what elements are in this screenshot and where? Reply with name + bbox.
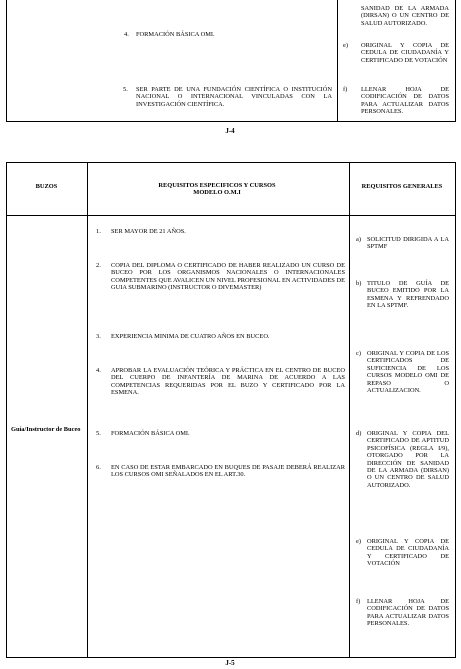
top-item-text-4: FORMACIÓN BÁSICA OMI. bbox=[136, 31, 215, 38]
gen-text-b: TITULO DE GUÍA DE BUCEO EMITIDO POR LA ESMENA Y REFRENDADO EN LA SPTMF. bbox=[367, 280, 449, 310]
top-general-letter-f: f) bbox=[343, 86, 348, 93]
spec-num-6: 6. bbox=[96, 464, 101, 471]
top-general-text-e: ORIGINAL Y COPIA DE CEDULA DE CIUDADANÍA Y CERTIFICADO DE VOTACIÓN bbox=[361, 42, 449, 64]
spec-text-1: SER MAYOR DE 21 AÑOS. bbox=[111, 228, 186, 235]
spec-num-5: 5. bbox=[96, 430, 101, 437]
top-general-text-f: LLENAR HOJA DE CODIFICACIÓN DE DATOS PARA ACTUALIZAR DATOS PERSONALES. bbox=[361, 86, 449, 116]
page-label-bottom: J-5 bbox=[225, 659, 235, 667]
gen-letter-b: b) bbox=[356, 280, 362, 287]
gen-text-e: ORIGINAL Y COPIA DE CEDULA DE CIUDADANÍA Y CERTIFICADO DE VOTACIÓN bbox=[367, 538, 449, 568]
header-requisitos-generales: REQUISITOS GENERALES bbox=[361, 183, 443, 190]
spec-text-3: EXPERIENCIA MINIMA DE CUATRO AÑOS EN BUCEO. bbox=[111, 333, 270, 340]
top-general-letter-e: e) bbox=[343, 42, 348, 49]
top-general-cont: SANIDAD DE LA ARMADA (DIRSAN) O UN CENTRO DE SALUD AUTORIZADO. bbox=[361, 5, 449, 27]
top-item-num-5: 5. bbox=[123, 86, 128, 93]
gen-text-d: ORIGINAL Y COPIA DEL CERTIFICADO DE APTITUD PSICOFÍSICA (REGLA I/9), OTORGADO POR LA DIRECCIÓN DE SANIDAD DE LA ARMADA (DIRSAN) O UN CENTRO DE SALUD AUTORIZADO. bbox=[367, 430, 449, 489]
spec-num-3: 3. bbox=[96, 333, 101, 340]
spec-num-2: 2. bbox=[96, 262, 101, 269]
spec-text-4: APROBAR LA EVALUACIÓN TEÓRICA Y PRÁCTICA EN EL CENTRO DE BUCEO DEL CUERPO DE INFANTERÍA DE MARINA DE ACUERDO A LAS COMPETENCIAS REQUERIDAS POR EL BUZO Y CERTIFICADO POR LA ESMENA. bbox=[111, 367, 345, 397]
gen-text-a: SOLICITUD DIRIGIDA A LA SPTMF bbox=[367, 236, 449, 251]
top-item-text-5: SER PARTE DE UNA FUNDACIÓN CIENTÍFICA O INSTITUCIÓN NACIONAL O INTERNACIONAL VINCULADAS CON LA INVESTIGACIÓN CIENTÍFICA. bbox=[136, 86, 332, 108]
top-item-num-4: 4. bbox=[124, 31, 129, 38]
page-label-top: J-4 bbox=[225, 127, 235, 135]
spec-text-6: EN CASO DE ESTAR EMBARCADO EN BUQUES DE PASAJE DEBERÁ REALIZAR LOS CURSOS OMI SEÑALADOS EN EL ART.30. bbox=[111, 464, 345, 479]
gen-letter-f: f) bbox=[356, 598, 361, 605]
gen-letter-d: d) bbox=[356, 430, 362, 437]
header-buzos: BUZOS bbox=[35, 183, 58, 190]
header-requisitos-especificos: REQUISITOS ESPECIFICOS Y CURSOS MODELO O.M.I bbox=[158, 182, 276, 197]
spec-num-4: 4. bbox=[96, 367, 101, 374]
gen-letter-e: e) bbox=[356, 538, 361, 545]
role-label: Guía/Instructor de Buceo bbox=[11, 426, 81, 433]
spec-text-5: FORMACIÓN BÁSICA OMI. bbox=[111, 430, 190, 437]
gen-letter-a: a) bbox=[356, 236, 361, 243]
gen-letter-c: c) bbox=[356, 350, 361, 357]
gen-text-c: ORIGINAL Y COPIA DE LOS CERTIFICADOS DE SUFICIENCIA DE LOS CURSOS MODELO OMI DE REPASO O ACTUALIZACION. bbox=[367, 350, 449, 395]
spec-num-1: 1. bbox=[96, 228, 101, 235]
spec-text-2: COPIA DEL DIPLOMA O CERTIFICADO DE HABER REALIZADO UN CURSO DE BUCEO POR LOS ORGANISMOS NACIONALES O INTERNACIONALES COMPETENTES QUE AVALICEN UN NIVEL PROFESIONAL EN ACTIVIDADES DE GUIA SUBMARINO (INSTRUCTOR O DIVEMASTER) bbox=[111, 262, 345, 292]
gen-text-f: LLENAR HOJA DE CODIFICACIÓN DE DATOS PARA ACTUALIZAR DATOS PERSONALES. bbox=[367, 598, 449, 628]
